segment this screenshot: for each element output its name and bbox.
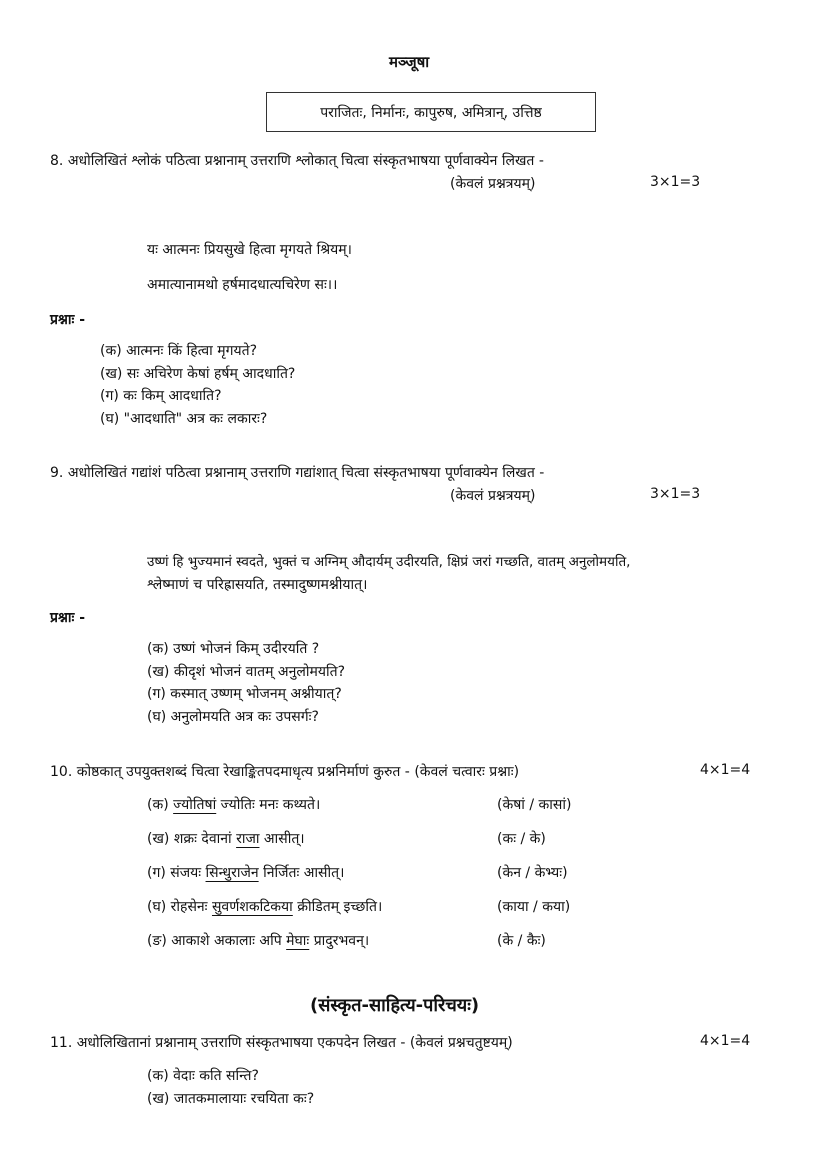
q11-marks: 4×1=4 xyxy=(700,1033,751,1049)
q9-prashnah-label: प्रश्नाः - xyxy=(50,610,86,626)
q10-item-label: (क) xyxy=(147,797,169,813)
q10-item-text-before: संजयः xyxy=(170,865,206,881)
q10-underlined-word: मेघाः xyxy=(286,933,310,949)
q10-item-text-after: क्रीडितम् इच्छति। xyxy=(292,899,383,915)
q11-instruction: अधोलिखितानां प्रश्नानाम् उत्तराणि संस्कृतभाषया एकपदेन लिखत - (केवलं प्रश्नचतुष्टयम्) xyxy=(76,1035,513,1051)
q9-question: (ग) कस्मात् उष्णम् भोजनम् अश्नीयात्? xyxy=(147,686,342,702)
q8-prashnah-label: प्रश्नाः - xyxy=(50,312,86,328)
q10-underlined-word: राजा xyxy=(236,831,260,847)
q10-item xyxy=(147,863,344,882)
q9-passage-line1: उष्णं हि भुज्यमानं स्वदते, भुक्तं च अग्निम् औदार्यम् उदीरयति, क्षिप्रं जरां गच्छति, वातम् अनुलोमयति, xyxy=(147,554,631,570)
q11-question: (ख) जातकमालायाः रचयिता कः? xyxy=(147,1091,315,1107)
q9-choice: (केवलं प्रश्नत्रयम्) xyxy=(450,488,536,504)
q10-item xyxy=(147,829,305,848)
q9-marks: 3×1=3 xyxy=(650,486,701,502)
q9-number: 9. xyxy=(50,465,64,481)
q10-item-label: (ग) xyxy=(147,865,166,881)
q10-item-text-after: ज्योतिः मनः कथ्यते। xyxy=(216,797,321,813)
q10-underlined-word: सुवर्णशकटिकया xyxy=(211,899,293,915)
q8-question: (ख) सः अचिरेण केषां हर्षम् आदधाति? xyxy=(100,366,296,382)
q11-number: 11. xyxy=(50,1035,73,1051)
q10-marks: 4×1=4 xyxy=(700,762,751,778)
q10-item-text-before: आकाशे अकालाः अपि xyxy=(171,933,287,949)
q10-item-text-before: शक्रः देवानां xyxy=(173,831,237,847)
q10-item-text-before: रोहसेनः xyxy=(170,899,212,915)
q11-question: (क) वेदाः कति सन्ति? xyxy=(147,1068,259,1084)
q10-item-options: (केन / केभ्यः) xyxy=(497,865,568,881)
q9-instruction-line xyxy=(50,463,544,482)
q10-item xyxy=(147,795,320,814)
manjusha-word-box xyxy=(266,92,596,132)
q8-question: (क) आत्मनः किं हित्वा मृगयते? xyxy=(100,343,258,359)
q10-underlined-word: ज्योतिषां xyxy=(173,797,217,813)
q10-underlined-word: सिन्धुराजेन xyxy=(205,865,259,881)
q9-question: (ख) कीदृशं भोजनं वातम् अनुलोमयति? xyxy=(147,664,346,680)
section-heading: (संस्कृत-साहित्य-परिचयः) xyxy=(310,995,480,1016)
q8-choice: (केवलं प्रश्नत्रयम्) xyxy=(450,176,536,192)
q10-item-options: (के / कैः) xyxy=(497,933,546,949)
q10-item-text-after: निर्जितः आसीत्। xyxy=(258,865,345,881)
q10-item-text-after: आसीत्। xyxy=(259,831,305,847)
q11-instruction-line xyxy=(50,1033,513,1052)
q10-item-options: (काया / कया) xyxy=(497,899,571,915)
q9-instruction: अधोलिखितं गद्यांशं पठित्वा प्रश्नानाम् उत्तराणि गद्यांशात् चित्वा संस्कृतभाषया पूर्णवाक्येन लिखत - xyxy=(67,465,545,481)
q8-marks: 3×1=3 xyxy=(650,174,701,190)
q10-item-label: (घ) xyxy=(147,899,167,915)
q10-item-options: (केषां / कासां) xyxy=(497,797,572,813)
q10-number: 10. xyxy=(50,764,73,780)
manjusha-words: पराजितः, निर्मानः, कापुरुष, अमित्रान्, उत्तिष्ठ xyxy=(320,104,542,121)
q9-question: (क) उष्णं भोजनं किम् उदीरयति ? xyxy=(147,641,320,657)
q10-item-options: (कः / के) xyxy=(497,831,546,847)
manjusha-title: मञ्जूषा xyxy=(389,53,430,71)
q10-item-text-after: प्रादुरभवन्। xyxy=(309,933,370,949)
q8-verse-line2: अमात्यानामथो हर्षमादधात्यचिरेण सः।। xyxy=(147,277,338,293)
q8-number: 8. xyxy=(50,153,64,169)
q8-verse-line1: यः आत्मनः प्रियसुखे हित्वा मृगयते श्रियम्। xyxy=(147,242,352,258)
q8-question: (घ) "आदधाति" अत्र कः लकारः? xyxy=(100,411,268,427)
q9-passage-line2: श्लेष्माणं च परिह्रासयति, तस्मादुष्णमश्नीयात्। xyxy=(147,577,368,593)
q8-instruction: अधोलिखितं श्लोकं पठित्वा प्रश्नानाम् उत्तराणि श्लोकात् चित्वा संस्कृतभाषया पूर्णवाक्येन लिखत - xyxy=(67,153,544,169)
q9-question: (घ) अनुलोमयति अत्र कः उपसर्गः? xyxy=(147,709,319,725)
q10-item xyxy=(147,931,369,950)
q10-instruction-line xyxy=(50,762,519,781)
q10-item-label: (ख) xyxy=(147,831,170,847)
q8-question: (ग) कः किम् आदधाति? xyxy=(100,388,222,404)
q10-item-label: (ङ) xyxy=(147,933,167,949)
q10-instruction: कोष्ठकात् उपयुक्तशब्दं चित्वा रेखाङ्कितपदमाधृत्य प्रश्ननिर्माणं कुरुत - (केवलं चत्वारः प्रश्नाः) xyxy=(76,764,520,780)
q10-item xyxy=(147,897,382,916)
q8-instruction-line xyxy=(50,151,544,170)
